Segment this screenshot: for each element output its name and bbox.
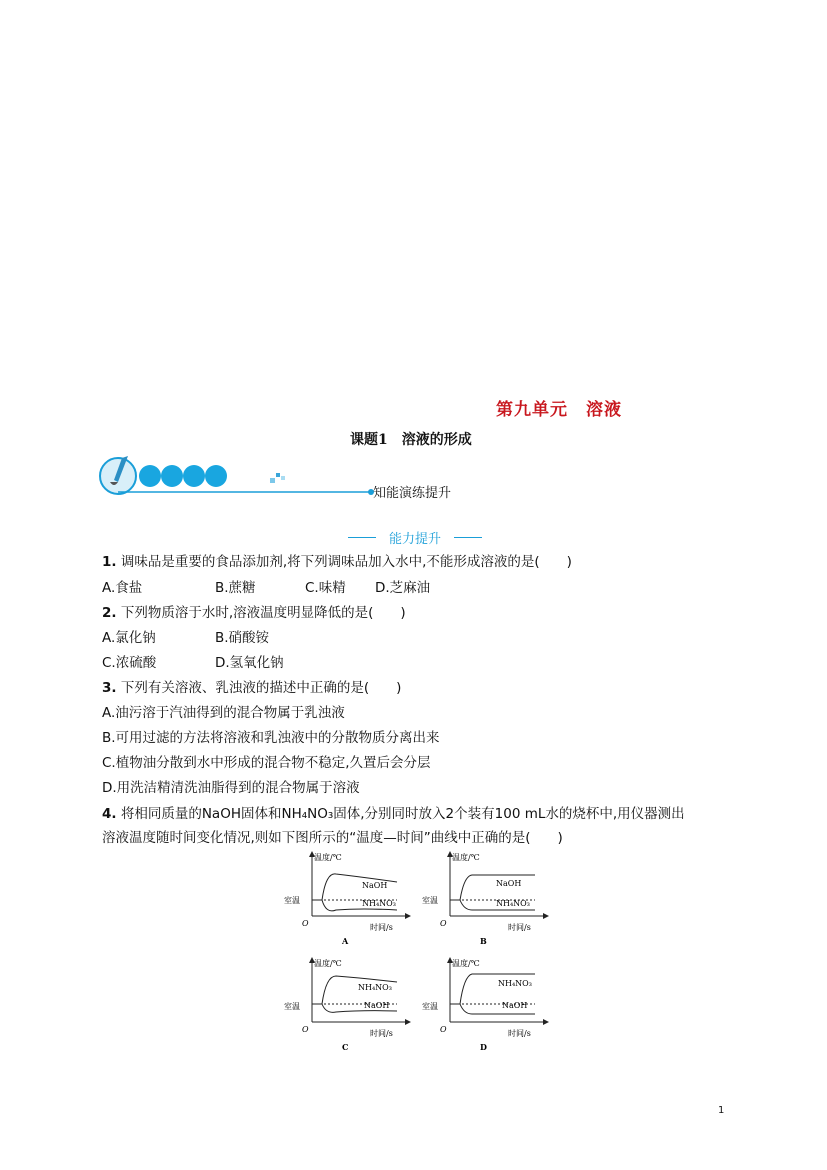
question-2-stem: 2. 下列物质溶于水时,溶液温度明显降低的是( ) [102, 605, 406, 621]
origin-label: O [302, 919, 309, 928]
question-4-stem-line2: 溶液温度随时间变化情况,则如下图所示的“温度—时间”曲线中正确的是( ) [102, 830, 563, 846]
panel-label-d: D [480, 1042, 487, 1052]
y-axis-label: 温度/℃ [314, 853, 342, 862]
temperature-time-figure [282, 846, 552, 1056]
origin-label: O [440, 919, 447, 928]
nh4no3-label: NH₄NO₃ [498, 979, 532, 988]
graph-c [284, 958, 410, 1052]
graph-a [284, 852, 410, 946]
panel-label-c: C [342, 1042, 349, 1052]
y-axis-label: 温度/℃ [452, 959, 480, 968]
question-2-options-row1: A.氯化钠 B.硝酸铵 [102, 630, 270, 646]
question-2-options-row2: C.浓硫酸 D.氢氧化钠 [102, 655, 284, 671]
room-temp-label: 室温 [284, 896, 300, 905]
graph-b [422, 852, 548, 946]
x-axis-label: 时间/s [370, 923, 393, 932]
origin-label: O [302, 1025, 309, 1034]
section-heading: 能力提升 [350, 528, 480, 547]
y-axis-label: 温度/℃ [452, 853, 480, 862]
graph-d [422, 958, 548, 1052]
room-temp-label: 室温 [422, 896, 438, 905]
question-1-stem: 1. 调味品是重要的食品添加剂,将下列调味品加入水中,不能形成溶液的是( ) [102, 554, 572, 570]
room-temp-label: 室温 [284, 1002, 300, 1011]
x-axis-label: 时间/s [508, 1029, 531, 1038]
x-axis-label: 时间/s [508, 923, 531, 932]
banner-label: 知能演练提升 [373, 486, 452, 501]
lesson-title: 课题1 溶液的形成 [350, 432, 472, 448]
nh4no3-label: NH₄NO₃ [358, 983, 392, 992]
nh4no3-label: NH₄NO₃ [362, 899, 396, 908]
y-axis-label: 温度/℃ [314, 959, 342, 968]
question-4-stem-line1: 4. 将相同质量的NaOH固体和NH₄NO₃固体,分别同时放入2个装有100 mL水的烧杯中,用仪器测出 [102, 806, 685, 822]
page-number: 1 [718, 1105, 725, 1116]
naoh-label: NaOH [364, 1001, 390, 1010]
naoh-label: NaOH [362, 881, 388, 890]
origin-label: O [440, 1025, 447, 1034]
panel-label-a: A [342, 936, 349, 946]
nh4no3-label: NH₄NO₃ [496, 899, 530, 908]
panel-label-b: B [480, 936, 487, 946]
x-axis-label: 时间/s [370, 1029, 393, 1038]
question-3-option-a: A.油污溶于汽油得到的混合物属于乳浊液 [102, 705, 345, 721]
naoh-label: NaOH [502, 1001, 528, 1010]
room-temp-label: 室温 [422, 1002, 438, 1011]
unit-title: 第九单元 溶液 [496, 400, 622, 420]
question-3-option-d: D.用洗洁精清洗油脂得到的混合物属于溶液 [102, 780, 360, 796]
naoh-label: NaOH [496, 879, 522, 888]
question-3-option-c: C.植物油分散到水中形成的混合物不稳定,久置后会分层 [102, 755, 431, 771]
question-3-stem: 3. 下列有关溶液、乳浊液的描述中正确的是( ) [102, 680, 402, 696]
question-1-options: A.食盐 B.蔗糖 C.味精 D.芝麻油 [102, 580, 431, 596]
question-3-option-b: B.可用过滤的方法将溶液和乳浊液中的分散物质分离出来 [102, 730, 440, 746]
